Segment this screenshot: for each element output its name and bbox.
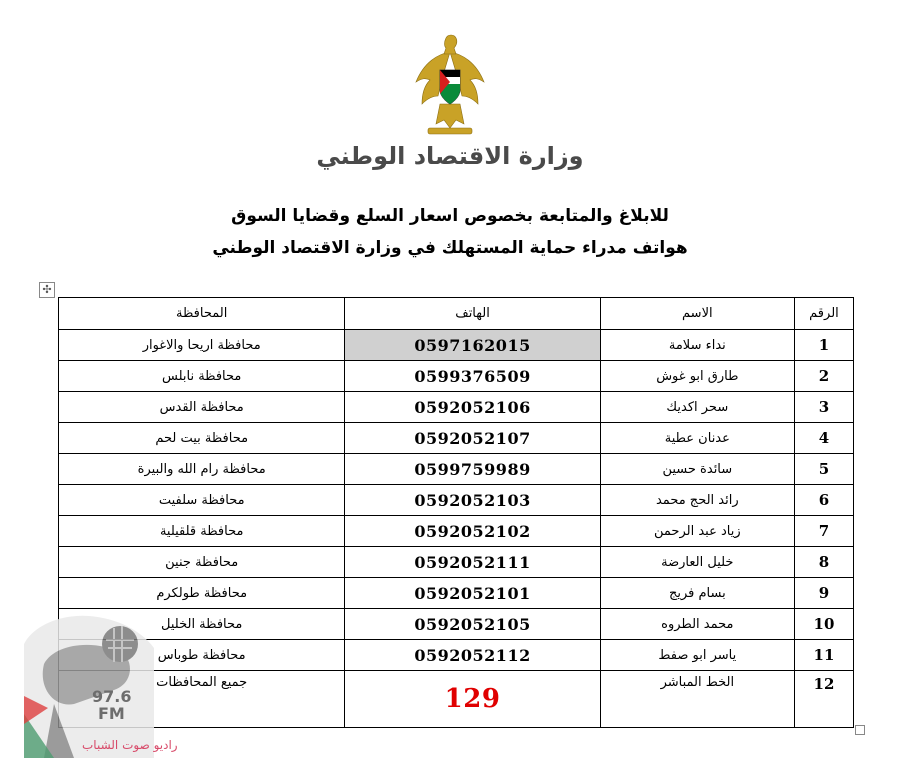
table-row (59, 330, 854, 361)
row-name: محمد الطروه (600, 609, 794, 640)
row-name: طارق ابو غوش (600, 361, 794, 392)
watermark-band: FM (98, 704, 125, 723)
table-row (59, 485, 854, 516)
table-header-row (59, 298, 854, 330)
row-name: سحر اكديك (600, 392, 794, 423)
header-phone: الهاتف (345, 298, 600, 330)
row-governorate: محافظة سلفيت (59, 485, 345, 516)
resize-handle-icon[interactable] (855, 725, 865, 735)
contacts-table (58, 297, 854, 728)
table-row (59, 640, 854, 671)
row-name: الخط المباشر (600, 671, 794, 728)
row-number: 8 (794, 547, 853, 578)
row-number: 5 (794, 454, 853, 485)
page-title-line-1: للابلاغ والمتابعة بخصوص اسعار السلع وقضايا السوق (231, 206, 669, 226)
row-number: 3 (794, 392, 853, 423)
row-governorate: محافظة اريحا والاغوار (59, 330, 345, 361)
row-governorate: محافظة طوباس (59, 640, 345, 671)
row-number: 6 (794, 485, 853, 516)
palestinian-eagle-emblem-icon (410, 32, 490, 140)
row-governorate: محافظة بيت لحم (59, 423, 345, 454)
row-phone[interactable]: 0592052101 (345, 578, 600, 609)
row-number: 7 (794, 516, 853, 547)
row-governorate: محافظة رام الله والبيرة (59, 454, 345, 485)
table-row (59, 609, 854, 640)
move-handle-icon[interactable]: ✣ (39, 282, 55, 298)
row-governorate: محافظة القدس (59, 392, 345, 423)
row-name: زياد عبد الرحمن (600, 516, 794, 547)
ministry-name: وزارة الاقتصاد الوطني (316, 142, 584, 170)
fist-microphone-icon (14, 604, 164, 758)
row-phone[interactable]: 0592052102 (345, 516, 600, 547)
row-number: 10 (794, 609, 853, 640)
row-name: خليل العارضة (600, 547, 794, 578)
row-governorate: محافظة نابلس (59, 361, 345, 392)
table-row-hotline (59, 671, 854, 728)
table-row (59, 423, 854, 454)
row-phone[interactable]: 0592052105 (345, 609, 600, 640)
row-number: 4 (794, 423, 853, 454)
row-name: بسام فريج (600, 578, 794, 609)
row-name: رائد الحج محمد (600, 485, 794, 516)
row-phone[interactable]: 0592052106 (345, 392, 600, 423)
row-name: ياسر ابو صفط (600, 640, 794, 671)
table-row (59, 578, 854, 609)
table-row (59, 547, 854, 578)
row-phone[interactable]: 0592052111 (345, 547, 600, 578)
table-row (59, 516, 854, 547)
row-name: نداء سلامة (600, 330, 794, 361)
watermark-frequency-value: 97.6 (92, 687, 132, 706)
table-row (59, 392, 854, 423)
header-number: الرقم (794, 298, 853, 330)
row-number: 11 (794, 640, 853, 671)
row-governorate: محافظة قلقيلية (59, 516, 345, 547)
row-phone[interactable]: 0592052103 (345, 485, 600, 516)
row-name: عدنان عطية (600, 423, 794, 454)
row-governorate: محافظة الخليل (59, 609, 345, 640)
watermark-frequency (92, 688, 131, 722)
row-name: سائدة حسين (600, 454, 794, 485)
table-row (59, 361, 854, 392)
row-number: 12 (794, 671, 853, 728)
watermark-station-name: راديو صوت الشباب (82, 738, 178, 752)
row-phone[interactable]: 0592052107 (345, 423, 600, 454)
row-governorate: محافظة جنين (59, 547, 345, 578)
header-governorate: المحافظة (59, 298, 345, 330)
row-number: 1 (794, 330, 853, 361)
row-governorate: محافظة طولكرم (59, 578, 345, 609)
row-phone[interactable]: 0597162015 (345, 330, 600, 361)
row-governorate: جميع المحافظات (59, 671, 345, 728)
hotline-number[interactable]: 129 (345, 671, 600, 728)
row-phone[interactable]: 0592052112 (345, 640, 600, 671)
header-name: الاسم (600, 298, 794, 330)
row-number: 2 (794, 361, 853, 392)
table-row (59, 454, 854, 485)
row-phone[interactable]: 0599759989 (345, 454, 600, 485)
row-number: 9 (794, 578, 853, 609)
row-phone[interactable]: 0599376509 (345, 361, 600, 392)
page-title-line-2: هواتف مدراء حماية المستهلك في وزارة الاقتصاد الوطني (212, 238, 688, 258)
